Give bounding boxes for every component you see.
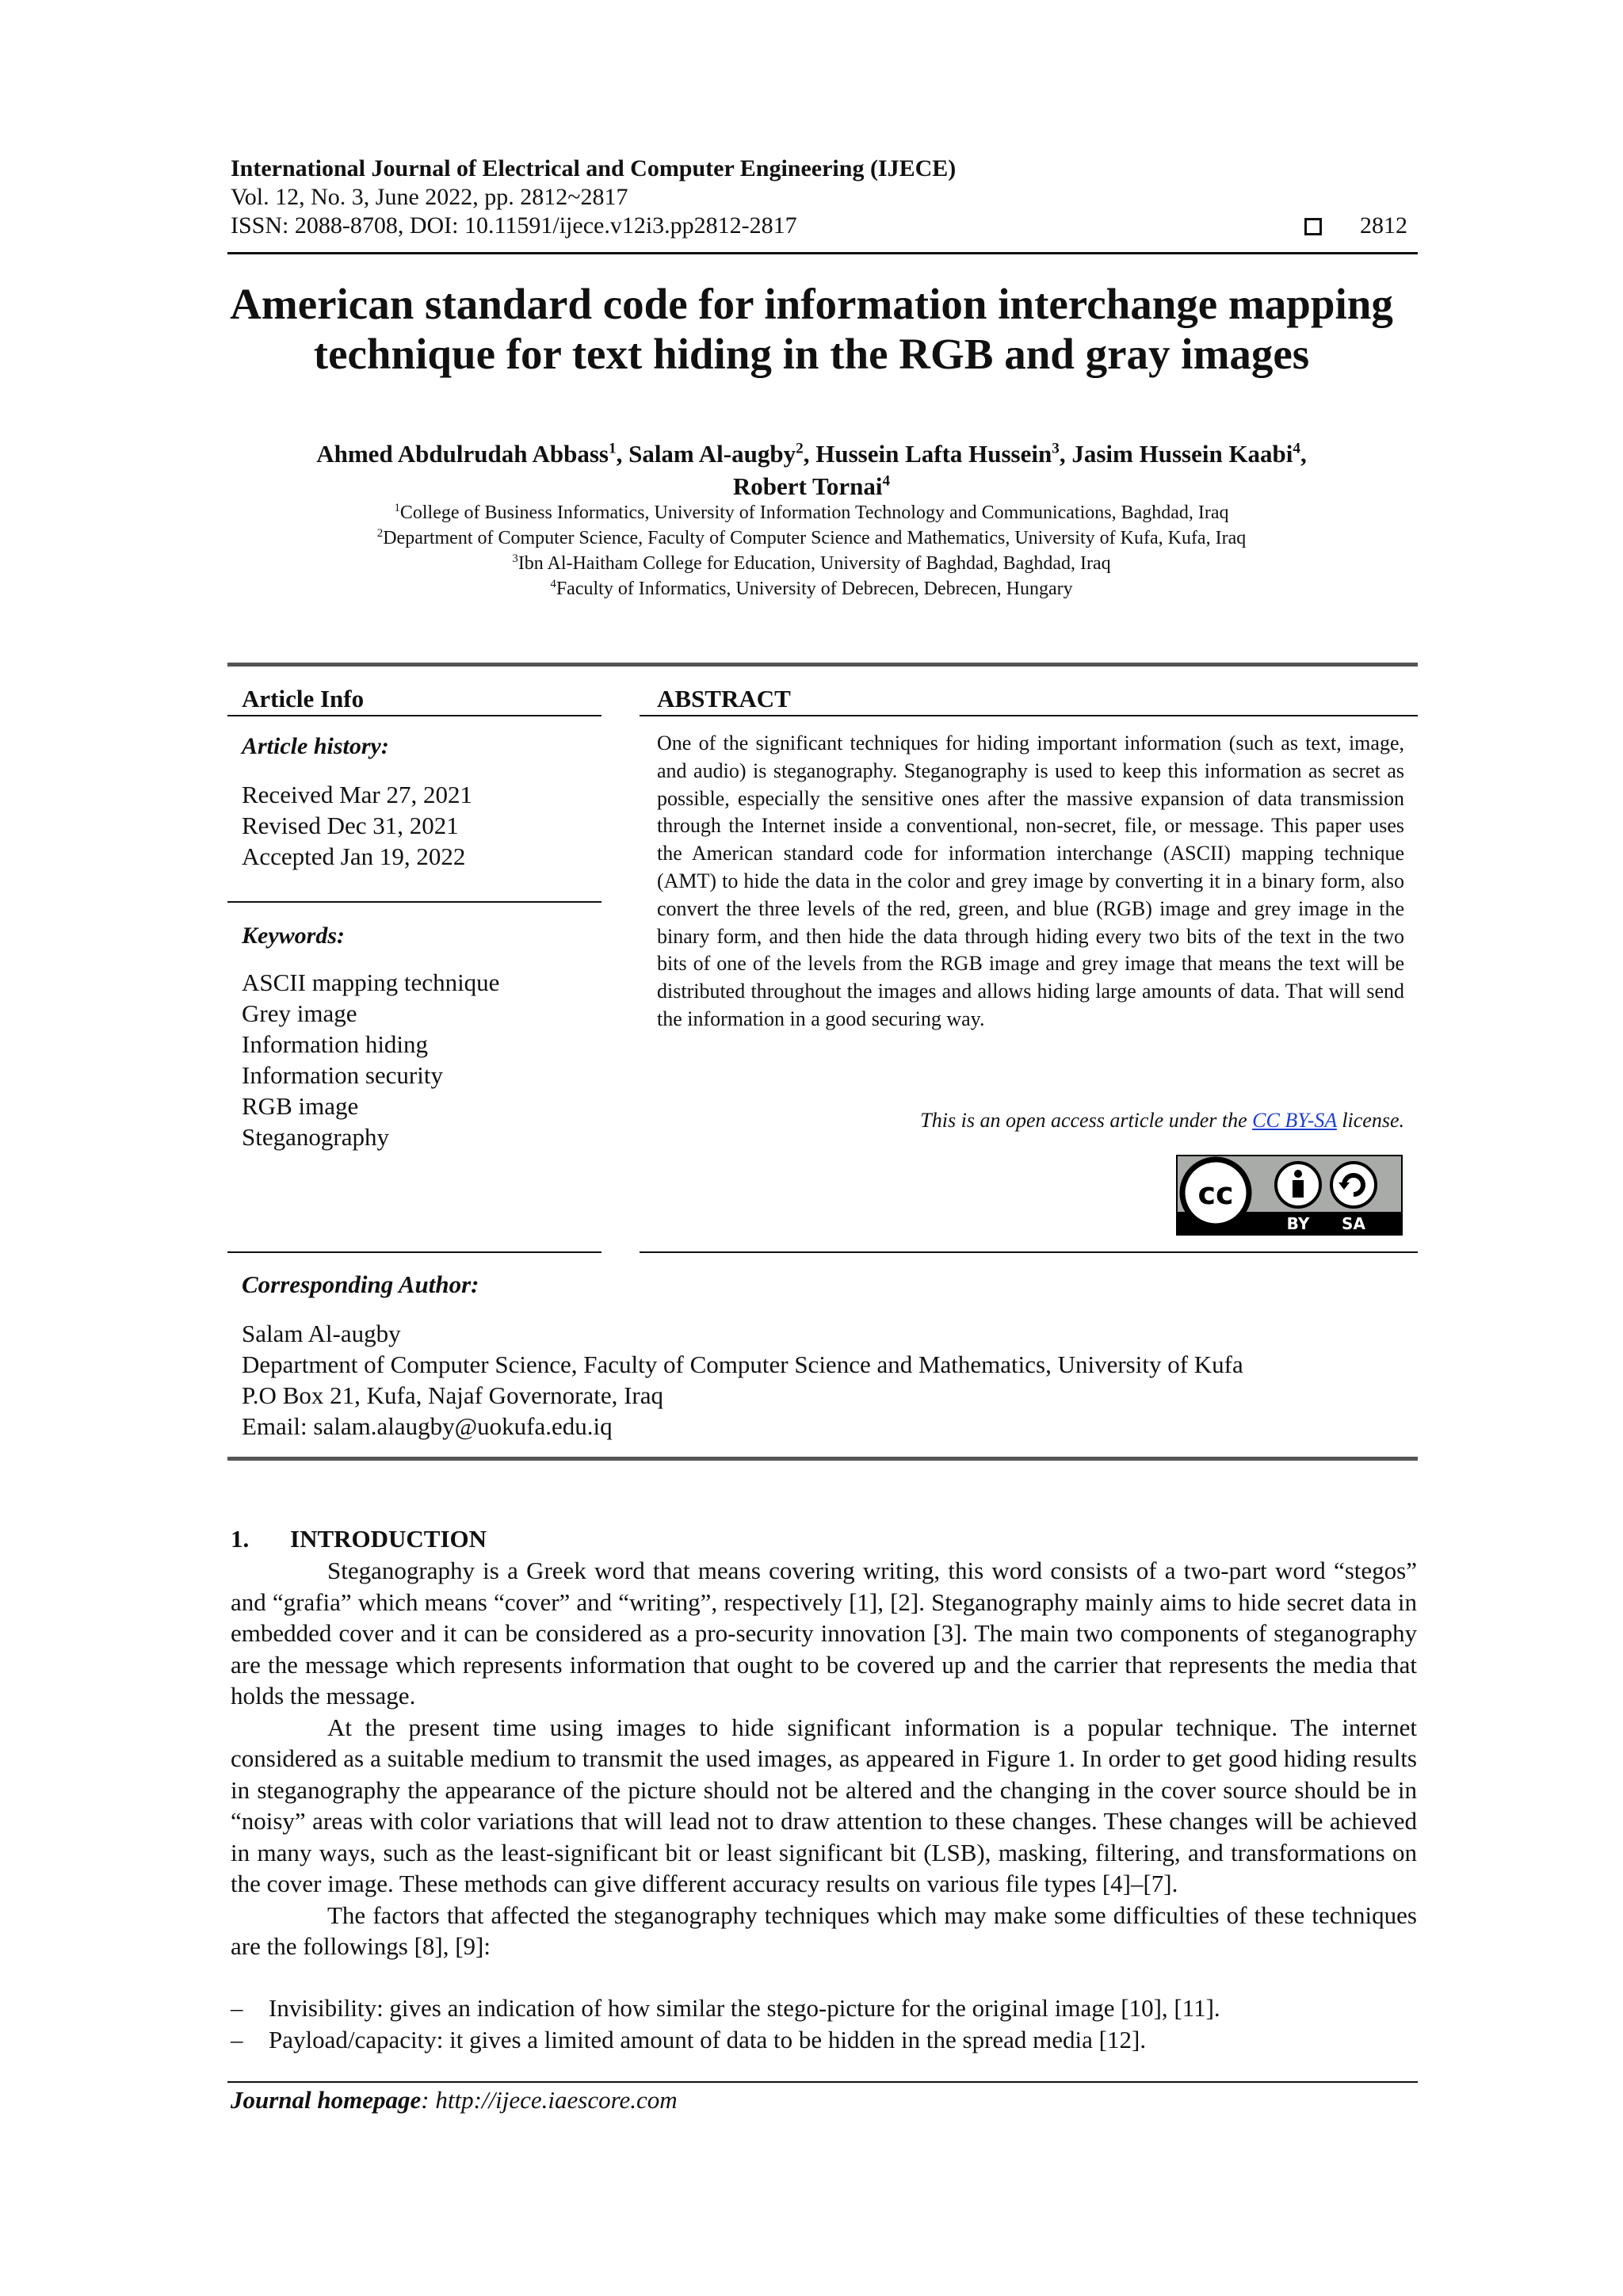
section-title: INTRODUCTION xyxy=(290,1525,487,1553)
affiliation xyxy=(158,525,1465,551)
footer-rule xyxy=(227,2081,1418,2083)
abstract-rule xyxy=(640,715,1418,716)
list-item-text: Invisibility: gives an indication of how similar the stego-picture for the original image [10], [11]. xyxy=(269,1994,1220,2022)
list-item xyxy=(231,1992,1417,2024)
author-sup: 2 xyxy=(796,440,804,457)
info-box-bottom-rule xyxy=(227,1457,1418,1461)
author-sup: 4 xyxy=(1293,440,1301,457)
affiliation-sup: 1 xyxy=(394,502,400,514)
license-link[interactable]: CC BY-SA xyxy=(1252,1109,1337,1132)
affiliation xyxy=(158,551,1465,576)
authors: Ahmed Abdulrudah Abbass$^1$, Salam Al-augby$^2$, Hussein Lafta Hussein$^3$, Jasim Hussein Kaabi$^4$, Robert Tornai$^4$ xyxy=(316,440,1307,500)
revised-date: Revised Dec 31, 2021 xyxy=(242,812,459,839)
corresponding-department: Department of Computer Science, Faculty of Computer Science and Mathematics, University of Kufa xyxy=(242,1350,1243,1378)
abstract-bottom-rule xyxy=(640,1251,1418,1253)
cc-badge-graphic xyxy=(1178,1156,1401,1234)
affiliation-text: Faculty of Informatics, University of Debrecen, Debrecen, Hungary xyxy=(556,579,1073,599)
corresponding-name: Salam Al-augby xyxy=(242,1320,401,1347)
author-sup: 3 xyxy=(1052,440,1060,457)
keywords-rule xyxy=(227,901,601,903)
author-sup: 4 xyxy=(882,472,891,490)
factor-list xyxy=(231,1992,1417,2056)
list-item xyxy=(231,2024,1417,2056)
paragraph: Steganography is a Greek word that means covering writing, this word consists of a two-part word “stegos” and “grafia” which means “cover” and “writing”, respectively [1], [2]. Steganography mainly aims to hide secret data in embedded cover and it can be considered as a pro-security innovation [3]. The main two components of steganography are the message which represents information that ought to be covered up and the carrier that represents the media that holds the message. xyxy=(231,1557,1417,1710)
corresponding-email: Email: salam.alaugby@uokufa.edu.iq xyxy=(242,1412,613,1440)
journal-volume: Vol. 12, No. 3, June 2022, pp. 2812~2817 xyxy=(231,184,628,210)
page-number: 2812 xyxy=(1360,212,1407,239)
header-rule xyxy=(227,252,1418,254)
sa-label: SA xyxy=(1342,1214,1365,1233)
corresponding-address: P.O Box 21, Kufa, Najaf Governorate, Iraq xyxy=(242,1381,664,1409)
affiliation-text: Ibn Al-Haitham College for Education, University of Baghdad, Baghdad, Iraq xyxy=(517,553,1111,574)
article-history-heading: Article history: xyxy=(242,733,389,759)
journal-homepage xyxy=(231,2086,678,2115)
license-statement xyxy=(657,1109,1404,1133)
cc-by-sa-badge[interactable] xyxy=(1176,1155,1403,1236)
author-sup: 1 xyxy=(608,440,617,457)
cc-icon-label: cc xyxy=(1197,1176,1234,1211)
keyword: RGB image xyxy=(242,1092,359,1120)
affiliation xyxy=(158,576,1465,602)
keywords-heading: Keywords: xyxy=(242,923,345,949)
keyword: Information security xyxy=(242,1061,443,1089)
paragraph: At the present time using images to hide significant information is a popular technique. The internet considered as a suitable medium to transmit the used images, as appeared in Figure 1. In order to get good hiding results in steganography the appearance of the picture should not be altered and the changing in the cover source should be in “noisy” areas with color variations that will lead not to draw attention to these changes. These changes will be achieved in many ways, such as the least-significant bit or least significant bit (LSB), masking, filtering, and transformations on the cover image. These methods can give different accuracy results on various file types [4]–[7]. xyxy=(231,1713,1417,1897)
accepted-date: Accepted Jan 19, 2022 xyxy=(242,842,466,870)
affiliation-sup: 2 xyxy=(376,527,384,540)
title-line-1: American standard code for information interchange mapping xyxy=(230,280,1393,328)
keyword: Information hiding xyxy=(242,1030,429,1058)
author-name: Salam Al-augby xyxy=(628,440,796,468)
affiliation xyxy=(158,500,1465,525)
corresponding-author-heading: Corresponding Author: xyxy=(242,1270,479,1298)
license-prefix: This is an open access article under the xyxy=(920,1109,1253,1132)
received-date: Received Mar 27, 2021 xyxy=(242,781,472,808)
sa-icon xyxy=(1331,1163,1376,1207)
keyword: Steganography xyxy=(242,1123,389,1151)
article-info-heading: Article Info xyxy=(242,685,365,712)
author-name: Robert Tornai xyxy=(732,472,883,500)
homepage-url[interactable]: : http://ijece.iaescore.com xyxy=(421,2086,678,2114)
dash-bullet: – xyxy=(231,1994,243,2022)
author-name: Jasim Hussein Kaabi xyxy=(1071,440,1293,468)
corresponding-author-block xyxy=(242,1318,1510,1442)
affiliation-sup: 4 xyxy=(550,578,556,590)
introduction-body xyxy=(231,1555,1417,1962)
paragraph: The factors that affected the steganography techniques which may make some difficulties of these techniques are the followings [8], [9]: xyxy=(231,1901,1417,1960)
journal-issn-doi: ISSN: 2088-8708, DOI: 10.11591/ijece.v12i3.pp2812-2817 xyxy=(231,212,797,239)
affiliation-text: College of Business Informatics, University of Information Technology and Communications, Baghdad, Iraq xyxy=(399,502,1229,523)
article-info-rule xyxy=(227,715,601,716)
affiliation-text: Department of Computer Science, Faculty of Computer Science and Mathematics, University of Kufa, Kufa, Iraq xyxy=(383,528,1247,548)
keyword-list xyxy=(242,967,499,1152)
section-number: 1. xyxy=(231,1525,250,1553)
square-icon xyxy=(1304,218,1322,235)
author-name: Hussein Lafta Hussein xyxy=(815,440,1052,468)
abstract-heading: ABSTRACT xyxy=(657,685,791,712)
list-item-text: Payload/capacity: it gives a limited amount of data to be hidden in the spread media [12]. xyxy=(269,2026,1147,2053)
by-label: BY xyxy=(1286,1214,1310,1233)
title-line-2: technique for text hiding in the RGB and gray images xyxy=(313,330,1310,378)
journal-name: International Journal of Electrical and Computer Engineering (IJECE) xyxy=(231,155,957,181)
keyword: ASCII mapping technique xyxy=(242,968,500,996)
affiliation-sup: 3 xyxy=(512,552,518,565)
paper-title xyxy=(158,279,1465,379)
homepage-label: Journal homepage xyxy=(231,2086,422,2114)
introduction-heading xyxy=(231,1525,487,1553)
license-suffix: license. xyxy=(1336,1109,1404,1132)
info-box-top-rule xyxy=(227,663,1418,667)
keyword: Grey image xyxy=(242,999,357,1027)
dash-bullet: – xyxy=(231,2026,243,2053)
info-column-bottom-rule xyxy=(227,1251,601,1253)
abstract-text: One of the significant techniques for hiding important information (such as text, image, and audio) is steganography. Steganography is used to keep this information as secret as possible, especially the sensitive ones after the massive expansion of data transmission through the Internet inside a conventional, non-secret, file, or message. This paper uses the American standard code for information interchange (ASCII) mapping technique (AMT) to hide the data in the color and grey image by converting it in a binary form, also convert the three levels of the red, green, and blue (RGB) image and grey image in the binary form, and then hide the data through hiding every two bits of the text in the two bits of one of the levels from the RGB image and grey image that means the text will be distributed throughout the images and allows hiding large amounts of data. That will send the information in a good securing way. xyxy=(657,732,1404,1030)
author-name: Ahmed Abdulrudah Abbass xyxy=(316,440,609,468)
